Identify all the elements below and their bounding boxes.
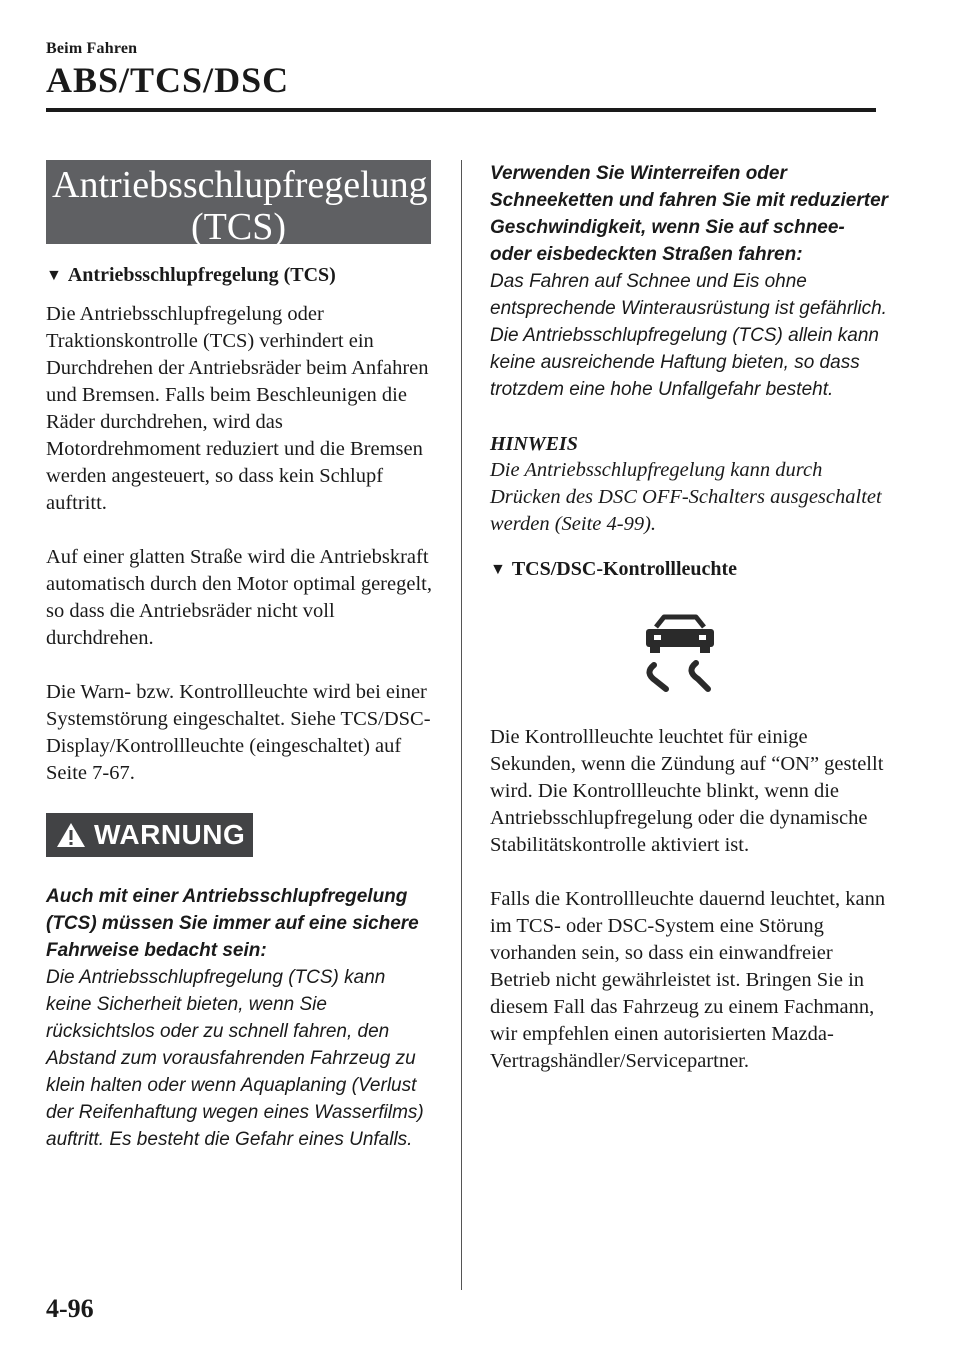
down-triangle-icon: ▼ <box>46 267 62 284</box>
subheading-tcs <box>46 262 436 289</box>
warning-box <box>46 813 253 857</box>
warning-bold-text: Auch mit einer Antriebsschlupfregelung (TCS) müssen Sie immer auf eine sichere Fahrweise bedacht sein: <box>46 886 419 961</box>
down-triangle-icon: ▼ <box>490 561 506 578</box>
paragraph-slippery-road: Auf einer glatten Straße wird die Antriebskraft automatisch durch den Motor optimal geregelt, so dass die Antriebsräder nicht voll durchdrehen. <box>46 546 432 649</box>
subheading-lamp-label: TCS/DSC-Kontrollleuchte <box>511 558 738 580</box>
right-column <box>490 160 890 1075</box>
header-kicker: Beim Fahren <box>46 40 138 57</box>
page-title: ABS/TCS/DSC <box>46 60 290 100</box>
section-banner <box>46 160 431 248</box>
paragraph-lamp-fault: Falls die Kontrollleuchte dauernd leuchtet, kann im TCS- oder DSC-System eine Störung vorhanden sein, so dass ein einwandfreier Betrieb nicht gewährleistet ist. Bringen Sie in diesem Fall das Fahrzeug zu einem Fachmann, wir empfehlen einen autorisierten Mazda-Vertragshändler/Servicepartner. <box>490 888 886 1072</box>
paragraph-lamp-behaviour: Die Kontrollleuchte leuchtet für einige Sekunden, wenn die Zündung auf “ON” gestellt wird. Die Kontrollleuchte blinkt, wenn die Antriebsschlupfregelung oder die dynamische Stabilitätskontrolle aktiviert ist. <box>490 726 884 856</box>
section-banner-line2: (TCS) <box>191 206 286 248</box>
subheading-tcs-label: Antriebsschlupfregelung (TCS) <box>67 264 336 286</box>
subheading-lamp <box>490 556 890 583</box>
warning-winter-bold: Verwenden Sie Winterreifen oder Schneeketten und fahren Sie mit reduzierter Geschwindigkeit, wenn Sie auf schnee- oder eisbedeckten Straßen fahren: <box>490 163 889 265</box>
hinweis-text: Die Antriebsschlupfregelung kann durch Drücken des DSC OFF-Schalters ausgeschaltet werden (Seite 4-99). <box>490 459 882 535</box>
column-divider <box>461 160 462 1290</box>
tcs-skid-car-icon <box>640 613 720 693</box>
paragraph-warning-light: Die Warn- bzw. Kontrollleuchte wird bei einer Systemstörung eingeschaltet. Siehe TCS/DSC-Display/Kontrollleuchte (eingeschaltet) auf Seite 7-67. <box>46 681 431 784</box>
page-number: 4-96 <box>46 1294 94 1323</box>
section-banner-line1: Antriebsschlupfregelung <box>52 164 428 206</box>
hinweis-title: HINWEIS <box>490 433 578 455</box>
warning-triangle-icon <box>56 821 86 849</box>
header-rule <box>46 108 876 112</box>
paragraph-tcs-intro: Die Antriebsschlupfregelung oder Traktionskontrolle (TCS) verhindert ein Durchdrehen der Antriebsräder beim Anfahren und Bremsen. Falls beim Beschleunigen die Räder durchdrehen, wird das Motordrehmoment reduziert und die Bremsen werden angesteuert, so dass kein Schlupf auftritt. <box>46 303 429 514</box>
left-column <box>46 160 436 1153</box>
warning-winter-text: Das Fahren auf Schnee und Eis ohne entsprechende Winterausrüstung ist gefährlich. Die Antriebsschlupfregelung (TCS) allein kann keine ausreichende Haftung bieten, so dass trotzdem eine hohe Unfallgefahr besteht. <box>490 271 887 400</box>
warning-body-text: Die Antriebsschlupfregelung (TCS) kann keine Sicherheit bieten, wenn Sie rücksichtslos oder zu schnell fahren, den Abstand zum vorausfahrenden Fahrzeug zu klein halten oder wenn Aquaplaning (Verlust der Reifenhaftung wegen eines Wasserfilms) auftritt. Es besteht die Gefahr eines Unfalls. <box>46 967 424 1150</box>
warning-label: WARNUNG <box>94 819 246 850</box>
